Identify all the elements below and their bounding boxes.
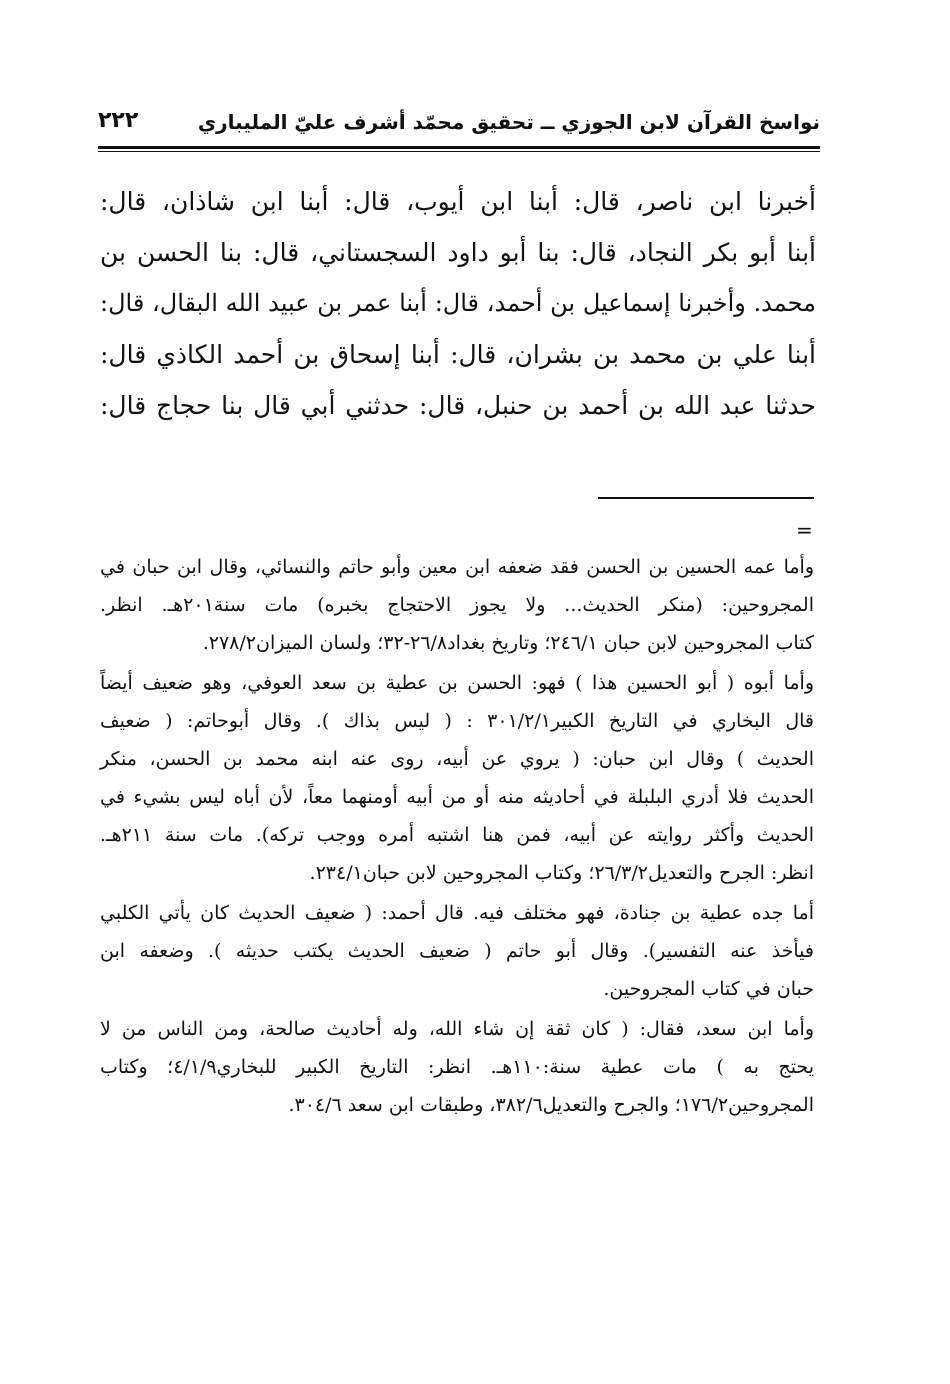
footnote-line: أما جده عطية بن جنادة، فهو مختلف فيه. قال أحمد: ( ضعيف الحديث كان يأتي الكلبي: [100, 902, 814, 924]
footnote-line: المجروحين١٧٦/٢؛ والجرح والتعديل٣٨٢/٦، وطبقات ابن سعد ٣٠٤/٦.: [288, 1094, 814, 1116]
footnote-line: فيأخذ عنه التفسير). وقال أبو حاتم ( ضعيف الحديث يكتب حديثه ). وضعفه ابن: [100, 940, 814, 962]
main-text-line: أبنا أبو بكر النجاد، قال: بنا أبو داود السجستاني، قال: بنا الحسن بن: [100, 238, 816, 267]
footnote-line: الحديث وأكثر روايته عن أبيه، فمن هنا اشتبه أمره ووجب تركه). مات سنة ٢١١هـ.: [100, 824, 814, 846]
main-text-line: محمد. وأخبرنا إسماعيل بن أحمد، قال: أبنا عمر بن عبيد الله البقال، قال:: [100, 289, 816, 317]
footnote-line: كتاب المجروحين لابن حبان ٢٤٦/١؛ وتاريخ بغداد٢٦/٨-٣٢؛ ولسان الميزان٢٧٨/٢.: [202, 632, 814, 654]
footnote-line: المجروحين: (منكر الحديث... ولا يجوز الاحتجاج بخبره) مات سنة٢٠١هـ. انظر.: [100, 594, 814, 616]
footnote-line: حبان في كتاب المجروحين.: [603, 978, 814, 1000]
footnote-line: يحتج به ) مات عطية سنة:١١٠هـ. انظر: التاريخ الكبير للبخاري٤/١/٩؛ وكتاب: [100, 1056, 814, 1078]
footnote-line: انظر: الجرح والتعديل٢٦/٣/٢؛ وكتاب المجروحين لابن حبان٢٣٤/١.: [309, 862, 814, 884]
book-title: نواسخ القرآن لابن الجوزي ــ تحقيق محمّد أشرف عليّ المليباري: [197, 110, 820, 134]
footnotes: [100, 548, 814, 1126]
footnote-line: الحديث فلا أدري البلبلة في أحاديثه منه أو من أبيه أومنهما معاً، لأن أباه ليس بشيء في: [100, 786, 814, 808]
footnote-line: وأما عمه الحسين بن الحسن فقد ضعفه ابن معين وأبو حاتم والنسائي، وقال ابن حبان في: [100, 556, 814, 578]
header-rule: [98, 146, 820, 152]
footnote-paragraph: [100, 664, 814, 892]
running-header: [98, 106, 820, 146]
footnote-line: وأما ابن سعد، فقال: ( كان ثقة إن شاء الله، وله أحاديث صالحة، ومن الناس من لا: [100, 1018, 814, 1040]
footnote-line: الحديث ) وقال ابن حبان: ( يروي عن أبيه، روى عنه ابنه محمد بن الحسن، منكر: [100, 748, 814, 770]
footnote-line: قال البخاري في التاريخ الكبير٣٠١/٢/١ : ( ليس بذاك ). وقال أبوحاتم: ( ضعيف: [100, 710, 814, 732]
footnote-paragraph: [100, 1010, 814, 1124]
footnote-paragraph: [100, 548, 814, 662]
main-text: [100, 176, 816, 431]
main-text-line: أبنا علي بن محمد بن بشران، قال: أبنا إسحاق بن أحمد الكاذي قال:: [100, 340, 816, 369]
footnote-separator: [598, 497, 814, 499]
page-number: ٢٢٢: [98, 108, 139, 133]
footnote-line: وأما أبوه ( أبو الحسين هذا ) فهو: الحسن بن عطية بن سعد العوفي، وهو ضعيف أيضاً: [100, 672, 814, 694]
footnote-paragraph: [100, 894, 814, 1008]
main-text-line: حدثنا عبد الله بن أحمد بن حنبل، قال: حدثني أبي قال بنا حجاج قال:: [100, 391, 816, 420]
footnote-continuation-mark: =: [796, 518, 813, 542]
main-text-line: أخبرنا ابن ناصر، قال: أبنا ابن أيوب، قال: أبنا ابن شاذان، قال:: [100, 187, 816, 216]
